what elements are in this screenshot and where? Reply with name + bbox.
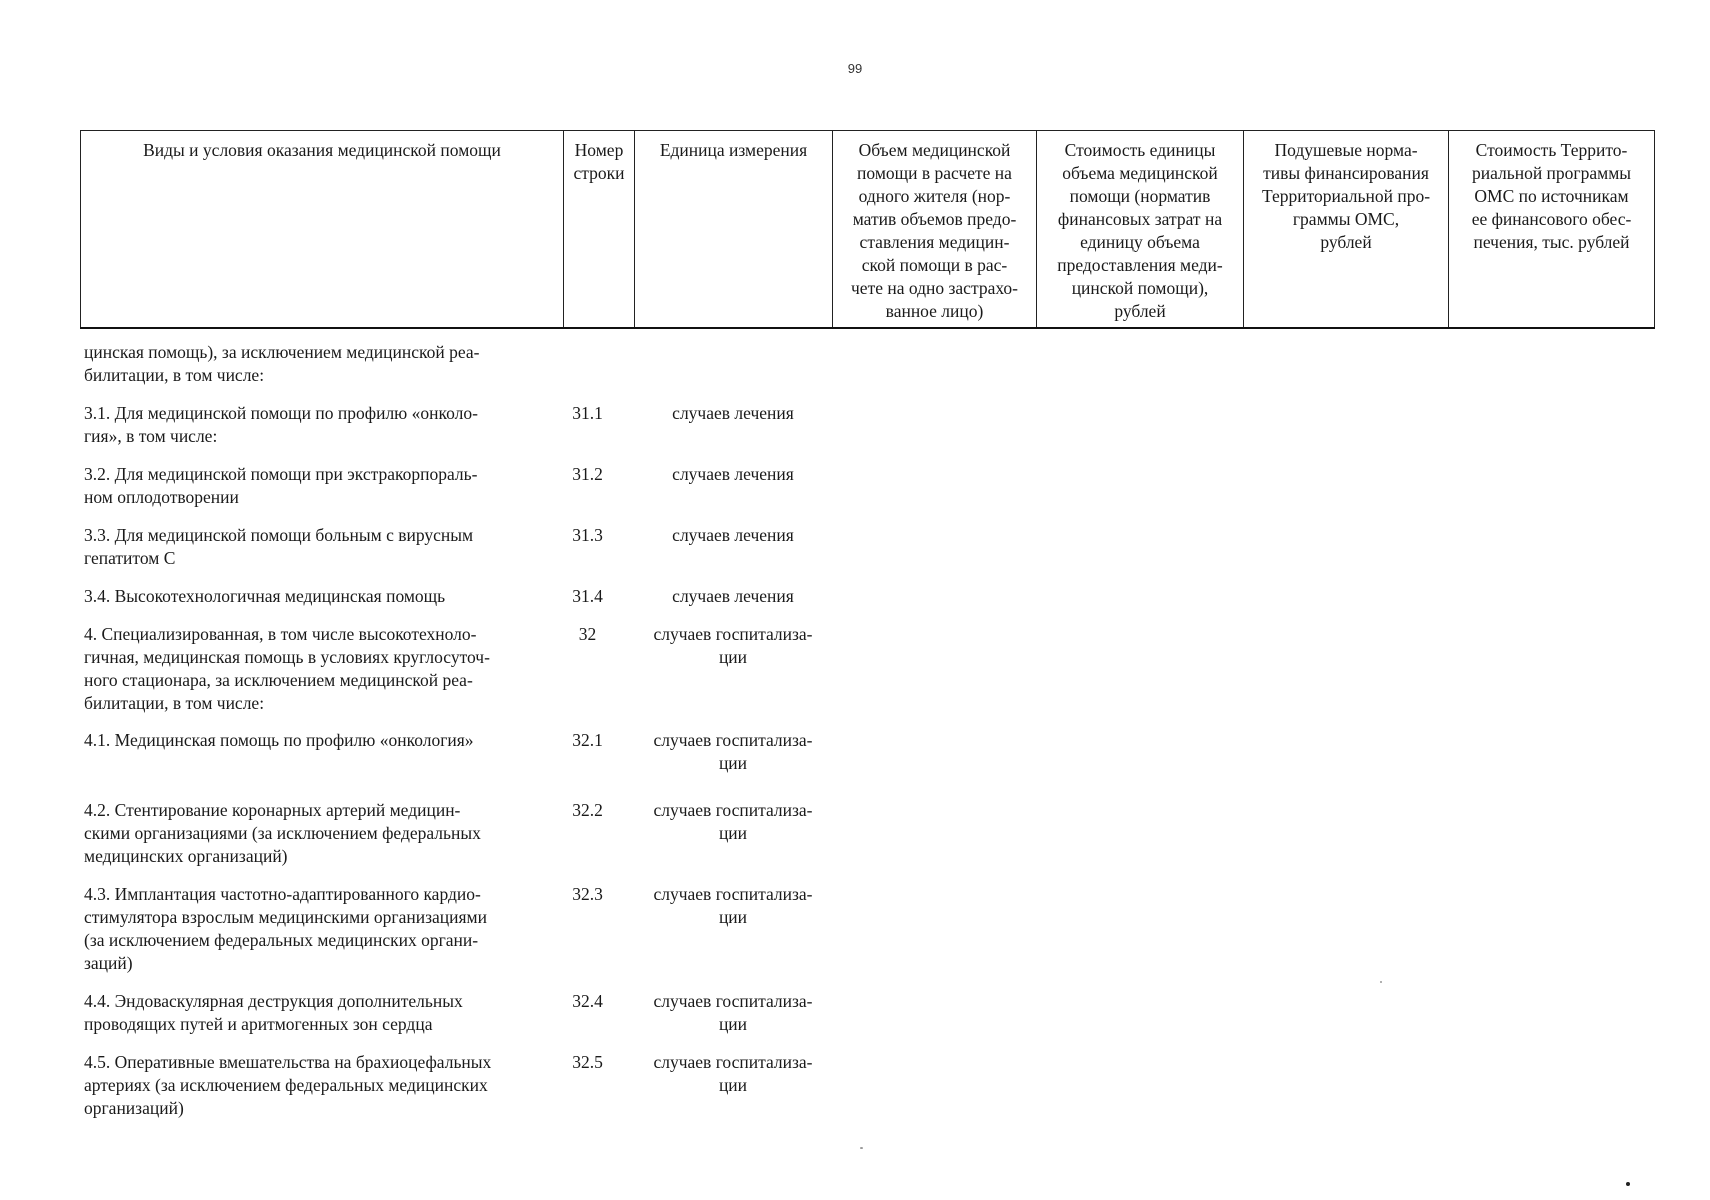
row-number: 31.3 [572,525,603,545]
table-row [80,1051,832,1135]
table-row [80,585,832,623]
table-row [80,341,832,402]
table-row [80,799,832,883]
table-row [80,463,832,524]
table-header [80,130,1655,329]
row-number: 32.5 [572,1052,603,1072]
scan-speck [1380,981,1382,983]
row-unit: случаев госпитализа- ции [653,1052,813,1095]
row-number: 32.3 [572,884,603,904]
scan-speck [1626,1182,1630,1186]
row-name: 4.5. Оперативные вмешательства на брахиоцефальных артериях (за исключением федеральных медицинских организаций) [84,1052,492,1118]
row-unit: случаев лечения [672,586,794,606]
header-per-capita-norms: Подушевые норма- тивы финансирования Территориальной про- граммы ОМС, рублей [1244,131,1449,329]
row-number: 32.2 [572,800,603,820]
row-name: 4.3. Имплантация частотно-адаптированного кардио- стимулятора взрослым медицинскими организациями (за исключением федеральных медицинских органи- заций) [84,884,487,973]
row-number: 32 [578,624,597,644]
table-row [80,623,832,729]
row-unit: случаев госпитализа- ции [653,884,813,927]
header-volume-per-resident: Объем медицинской помощи в расчете на одного жителя (нор- матив объемов предо- ставления медицин- ской помощи в рас- чете на одно застрахо- ванное лицо) [833,131,1037,329]
row-unit: случаев госпитализа- ции [653,991,813,1034]
row-unit [634,341,832,402]
table-body [80,341,832,1135]
row-number: 32.4 [572,991,603,1011]
row-number: 32.1 [572,730,603,750]
row-number: 31.2 [572,464,603,484]
row-unit: случаев лечения [672,464,794,484]
row-name: 4.2. Стентирование коронарных артерий медицин- скими организациями (за исключением федеральных медицинских организаций) [84,800,481,866]
table-row [80,402,832,463]
header-unit: Единица измерения [635,131,833,329]
row-name: 3.2. Для медицинской помощи при экстракорпораль- ном оплодотворении [84,464,478,507]
scan-speck [860,1147,863,1149]
row-unit: случаев лечения [672,525,794,545]
header-unit-cost: Стоимость единицы объема медицинской помощи (норматив финансовых затрат на единицу объема предоставления меди- цинской помощи), рублей [1037,131,1244,329]
row-number: 31.4 [572,586,603,606]
row-unit: случаев госпитализа- ции [653,800,813,843]
header-program-cost: Стоимость Террито- риальной программы ОМС по источникам ее финансового обес- печения, тыс. рублей [1449,131,1655,329]
page-number: 99 [847,61,863,76]
header-care-type: Виды и условия оказания медицинской помощи [81,131,564,329]
row-number: 31.1 [572,403,603,423]
row-name: цинская помощь), за исключением медицинской реа- билитации, в том числе: [84,342,480,385]
table-row [80,990,832,1051]
row-name: 3.3. Для медицинской помощи больным с вирусным гепатитом С [84,525,474,568]
row-name: 3.4. Высокотехнологичная медицинская помощь [84,586,446,606]
table-row [80,524,832,585]
row-name: 3.1. Для медицинской помощи по профилю «онколо- гия», в том числе: [84,403,478,446]
row-unit: случаев госпитализа- ции [653,624,813,667]
row-unit: случаев госпитализа- ции [653,730,813,773]
table-row [80,729,832,799]
row-name: 4.1. Медицинская помощь по профилю «онкология» [84,730,474,750]
row-name: 4.4. Эндоваскулярная деструкция дополнительных проводящих путей и аритмогенных зон сердца [84,991,463,1034]
row-number [563,341,634,402]
row-unit: случаев лечения [672,403,794,423]
header-row [81,131,1655,329]
row-name: 4. Специализированная, в том числе высокотехноло- гичная, медицинская помощь в условиях круглосуточ- ного стационара, за исключением медицинской реа- билитации, в том числе: [84,624,490,713]
table-row [80,883,832,990]
header-row-number: Номер строки [564,131,635,329]
